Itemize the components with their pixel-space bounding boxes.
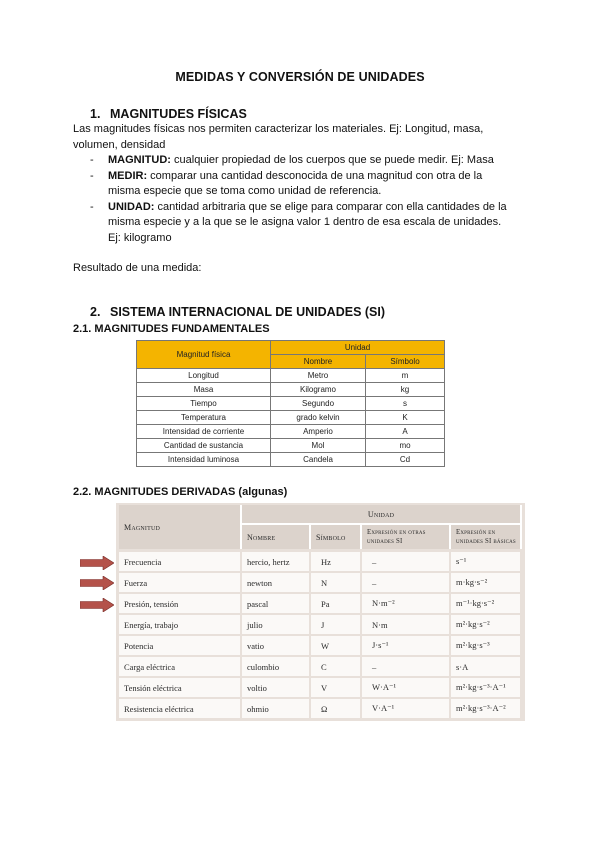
cell-nombre: newton — [242, 573, 311, 594]
cell-simbolo: K — [366, 411, 445, 425]
cell-magnitud: Tensión eléctrica — [119, 678, 242, 699]
cell-unidades-basicas: s·A — [451, 657, 522, 678]
cell-simbolo: m — [366, 369, 445, 383]
cell-otras-unidades: – — [362, 657, 451, 678]
cell-simbolo: kg — [366, 383, 445, 397]
table-row — [137, 411, 445, 425]
cell-otras-unidades: N·m⁻² — [362, 594, 451, 615]
cell-magnitud: Fuerza — [119, 573, 242, 594]
bullet-dash: - — [90, 154, 94, 166]
cell-nombre: hercio, hertz — [242, 549, 311, 573]
cell-simbolo: Hz — [311, 549, 362, 573]
cell-unidades-basicas: s⁻¹ — [451, 549, 522, 573]
result-label: Resultado de una medida: — [73, 262, 202, 274]
cell-otras-unidades: W·A⁻¹ — [362, 678, 451, 699]
cell-magnitud: Tiempo — [137, 397, 271, 411]
cell-magnitud: Masa — [137, 383, 271, 397]
definition-text: comparar una cantidad desconocida de una magnitud con otra de la misma especie que se toma como unidad de referencia. — [108, 169, 483, 197]
table-row — [119, 657, 522, 678]
table-row — [119, 573, 522, 594]
cell-otras-unidades: – — [362, 549, 451, 573]
cell-magnitud: Energía, trabajo — [119, 615, 242, 636]
cell-magnitud: Longitud — [137, 369, 271, 383]
cell-magnitud: Potencia — [119, 636, 242, 657]
cell-nombre: voltio — [242, 678, 311, 699]
table-row — [137, 397, 445, 411]
subsection-fundamentales: 2.1. MAGNITUDES FUNDAMENTALES — [73, 323, 270, 335]
header-unidad: Unidad — [242, 505, 522, 525]
cell-otras-unidades: N·m — [362, 615, 451, 636]
cell-otras-unidades: V·A⁻¹ — [362, 699, 451, 720]
header-unidades-basicas: Expresión en unidades SI básicas — [451, 525, 522, 549]
arrow-right-icon — [80, 576, 114, 590]
cell-magnitud: Resistencia eléctrica — [119, 699, 242, 720]
subsection-derivadas: 2.2. MAGNITUDES DERIVADAS (algunas) — [73, 486, 288, 498]
section1-number: 1. — [90, 107, 101, 121]
cell-otras-unidades: – — [362, 573, 451, 594]
table-row — [137, 453, 445, 467]
cell-unidades-basicas: m²·kg·s⁻³·A⁻² — [451, 699, 522, 720]
cell-magnitud: Cantidad de sustancia — [137, 439, 271, 453]
section1-title: MAGNITUDES FÍSICAS — [110, 107, 247, 121]
cell-simbolo: V — [311, 678, 362, 699]
cell-unidades-basicas: m²·kg·s⁻³·A⁻¹ — [451, 678, 522, 699]
cell-simbolo: J — [311, 615, 362, 636]
table-row — [119, 615, 522, 636]
section1-intro: Las magnitudes físicas nos permiten caracterizar los materiales. Ej: Longitud, masa, volumen, densidad — [73, 123, 484, 151]
definition-item: - MAGNITUD: cualquier propiedad de los cuerpos que se puede medir. Ej: Masa — [90, 153, 510, 169]
cell-simbolo: N — [311, 573, 362, 594]
cell-nombre: Amperio — [271, 425, 366, 439]
cell-unidades-basicas: m²·kg·s⁻³ — [451, 636, 522, 657]
header-simbolo: Símbolo — [366, 355, 445, 369]
cell-nombre: Metro — [271, 369, 366, 383]
arrow-right-icon — [80, 598, 114, 612]
cell-nombre: pascal — [242, 594, 311, 615]
cell-nombre: grado kelvin — [271, 411, 366, 425]
cell-magnitud: Carga eléctrica — [119, 657, 242, 678]
definitions-list — [90, 153, 510, 246]
table-row — [119, 636, 522, 657]
cell-simbolo: Ω — [311, 699, 362, 720]
cell-magnitud: Frecuencia — [119, 549, 242, 573]
definition-term: MEDIR — [108, 169, 144, 182]
cell-unidades-basicas: m·kg·s⁻² — [451, 573, 522, 594]
section2-number: 2. — [90, 305, 101, 319]
table-row — [119, 594, 522, 615]
cell-unidades-basicas: m²·kg·s⁻² — [451, 615, 522, 636]
cell-magnitud: Intensidad luminosa — [137, 453, 271, 467]
cell-unidades-basicas: m⁻¹·kg·s⁻² — [451, 594, 522, 615]
fundamental-units-table — [136, 340, 445, 467]
definition-item: - UNIDAD: cantidad arbitraria que se elige para comparar con ella cantidades de la misma especie y a la que se le asigna valor 1 dentro de esa escala de unidades. Ej: kilogramo — [90, 200, 507, 244]
definition-term: UNIDAD — [108, 200, 151, 213]
cell-nombre: Mol — [271, 439, 366, 453]
table-row — [137, 439, 445, 453]
table-row — [119, 678, 522, 699]
table-row — [137, 369, 445, 383]
arrow-right-icon — [80, 556, 114, 570]
definition-text: cantidad arbitraria que se elige para comparar con ella cantidades de la misma especie y a la que se le asigna valor 1 dentro de esa escala de unidades. Ej: kilogramo — [108, 200, 507, 244]
bullet-dash: - — [90, 200, 94, 213]
cell-simbolo: W — [311, 636, 362, 657]
cell-magnitud: Temperatura — [137, 411, 271, 425]
cell-nombre: vatio — [242, 636, 311, 657]
table-row — [119, 699, 522, 720]
table-row — [137, 425, 445, 439]
header-nombre: Nombre — [242, 525, 311, 549]
page-title: MEDIDAS Y CONVERSIÓN DE UNIDADES — [175, 70, 425, 84]
derived-units-table — [119, 505, 522, 720]
header-otras-unidades: Expresión en otras unidades SI — [362, 525, 451, 549]
header-nombre: Nombre — [271, 355, 366, 369]
cell-simbolo: Pa — [311, 594, 362, 615]
definition-term: MAGNITUD — [108, 154, 168, 166]
header-simbolo: Símbolo — [311, 525, 362, 549]
derived-units-table-frame — [116, 503, 525, 721]
cell-nombre: Segundo — [271, 397, 366, 411]
header-magnitud: Magnitud física — [137, 341, 271, 369]
cell-simbolo: s — [366, 397, 445, 411]
cell-otras-unidades: J·s⁻¹ — [362, 636, 451, 657]
definition-item: - MEDIR: comparar una cantidad desconocida de una magnitud con otra de la misma especie que se toma como unidad de referencia. — [90, 169, 483, 197]
definition-text: cualquier propiedad de los cuerpos que se puede medir. Ej: Masa — [170, 154, 494, 166]
header-magnitud: Magnitud — [119, 505, 242, 549]
cell-nombre: Candela — [271, 453, 366, 467]
cell-simbolo: Cd — [366, 453, 445, 467]
cell-magnitud: Presión, tensión — [119, 594, 242, 615]
cell-simbolo: A — [366, 425, 445, 439]
bullet-dash: - — [90, 169, 94, 182]
table-row — [137, 383, 445, 397]
cell-simbolo: C — [311, 657, 362, 678]
section2-title: SISTEMA INTERNACIONAL DE UNIDADES (SI) — [110, 305, 386, 319]
table-row — [119, 549, 522, 573]
cell-nombre: julio — [242, 615, 311, 636]
cell-nombre: Kilogramo — [271, 383, 366, 397]
header-unidad: Unidad — [271, 341, 445, 355]
cell-nombre: culombio — [242, 657, 311, 678]
cell-simbolo: mo — [366, 439, 445, 453]
cell-nombre: ohmio — [242, 699, 311, 720]
cell-magnitud: Intensidad de corriente — [137, 425, 271, 439]
